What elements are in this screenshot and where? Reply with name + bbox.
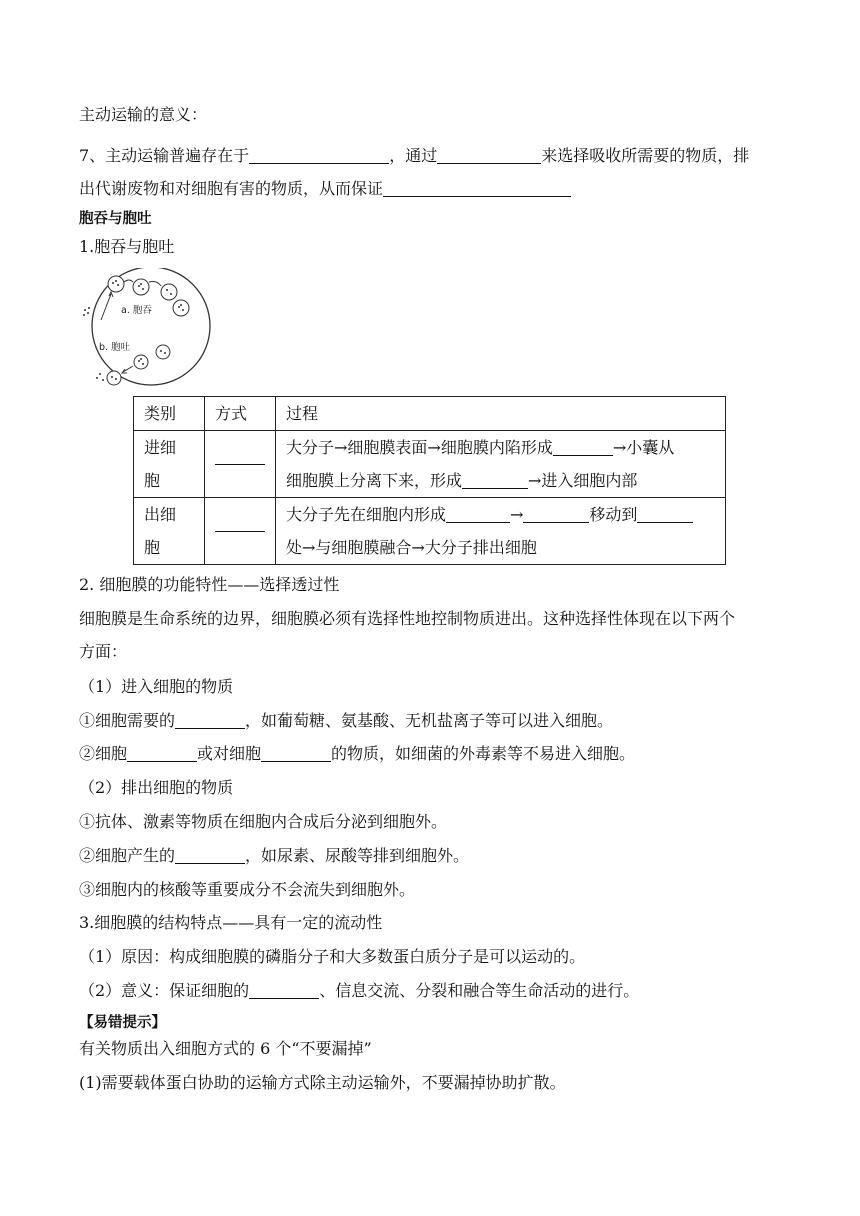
paragraph: 方面： — [79, 642, 128, 661]
item-line: ①抗体、激素等物质在细胞内合成后分泌到细胞外。 — [79, 812, 448, 831]
fill-blank[interactable] — [446, 506, 510, 523]
fill-blank[interactable] — [437, 147, 541, 164]
process-cell: 大分子先在细胞内形成 → 移动到 处→与细胞膜融合→大分子排出细胞 — [276, 498, 726, 565]
table-header: 类别 — [134, 397, 205, 431]
paragraph: 有关物质出入细胞方式的 6 个“不要漏掉” — [79, 1039, 372, 1058]
fill-blank[interactable] — [261, 745, 331, 762]
method-cell — [205, 431, 276, 498]
tips-heading: 【易错提示】 — [79, 1015, 166, 1031]
item-line: （2）意义：保证细胞的 、信息交流、分裂和融合等生命活动的进行。 — [79, 981, 640, 1000]
paragraph: (1)需要载体蛋白协助的运输方式除主动运输外，不要漏掉协助扩散。 — [79, 1073, 566, 1092]
fill-blank[interactable] — [523, 506, 589, 523]
table-header: 方式 — [205, 397, 276, 431]
fill-blank[interactable] — [175, 847, 245, 864]
item-line: ③细胞内的核酸等重要成分不会流失到细胞外。 — [79, 880, 416, 899]
category-cell: 进细 胞 — [134, 431, 205, 498]
table-row — [134, 431, 726, 498]
category-cell: 出细 胞 — [134, 498, 205, 565]
section-heading: 胞吞与胞吐 — [79, 211, 152, 227]
fill-blank[interactable] — [637, 506, 693, 523]
table-header: 过程 — [276, 397, 726, 431]
question-7-line-1: 7、主动运输普遍存在于 ，通过 来选择吸收所需要的物质，排 — [79, 146, 750, 165]
table-header-row — [134, 397, 726, 431]
section-3-title: 3.细胞膜的结构特点——具有一定的流动性 — [79, 913, 383, 932]
item-line: （1）原因：构成细胞膜的磷脂分子和大多数蛋白质分子是可以运动的。 — [79, 947, 586, 966]
subsection-2: （2）排出细胞的物质 — [79, 778, 234, 797]
item-line: ②细胞 或对细胞 的物质，如细菌的外毒素等不易进入细胞。 — [79, 744, 636, 763]
fill-blank[interactable] — [462, 472, 528, 489]
label-b: b. 胞吐 — [99, 342, 131, 353]
fill-blank[interactable] — [127, 745, 197, 762]
fill-blank[interactable] — [249, 982, 319, 999]
fill-blank[interactable] — [175, 712, 245, 729]
endocytosis-exocytosis-diagram — [79, 268, 229, 388]
paragraph: 细胞膜是生命系统的边界，细胞膜必须有选择性地控制物质进出。这种选择性体现在以下两个 — [79, 609, 736, 628]
fill-blank[interactable] — [383, 180, 571, 197]
text-line: 主动运输的意义： — [79, 105, 208, 124]
item-line: ②细胞产生的 ，如尿素、尿酸等排到细胞外。 — [79, 846, 470, 865]
fill-blank[interactable] — [553, 439, 613, 456]
process-cell: 大分子→细胞膜表面→细胞膜内陷形成 →小囊从 细胞膜上分离下来，形成 →进入细胞内部 — [276, 431, 726, 498]
question-7-line-2: 出代谢废物和对细胞有害的物质，从而保证 — [79, 178, 571, 200]
fill-blank[interactable] — [215, 531, 265, 532]
fill-blank[interactable] — [249, 147, 389, 164]
method-cell — [205, 498, 276, 565]
section-2-title: 2. 细胞膜的功能特性——选择透过性 — [79, 575, 340, 594]
label-a: a. 胞吞 — [121, 305, 152, 316]
endocytosis-exocytosis-table — [133, 396, 726, 565]
fill-blank[interactable] — [215, 464, 265, 465]
item-line: ①细胞需要的 ，如葡萄糖、氨基酸、无机盐离子等可以进入细胞。 — [79, 711, 614, 730]
table-row — [134, 498, 726, 565]
subsection-1: （1）进入细胞的物质 — [79, 677, 234, 696]
subsection-title: 1.胞吞与胞吐 — [79, 237, 175, 256]
